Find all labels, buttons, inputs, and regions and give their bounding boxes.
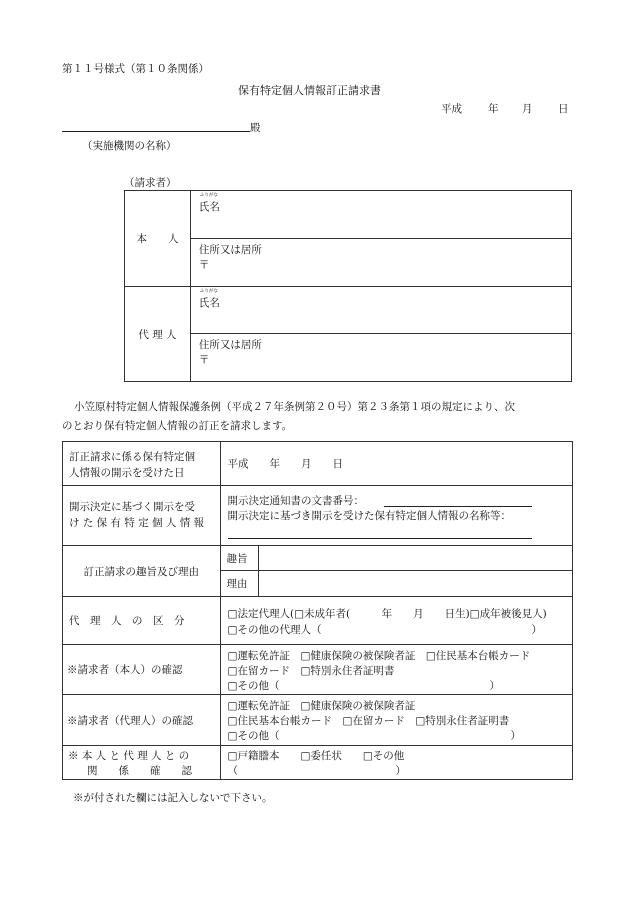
principal-check-line-1[interactable]: □運転免許証 □健康保険の被保険者証 □住民基本台帳カード	[227, 650, 531, 662]
intro-line-2: のとおり保有特定個人情報の訂正を請求します。	[62, 420, 293, 432]
disclosed-info-value[interactable]	[220, 486, 572, 546]
relation-check-label: ※ 本 人 と 代 理 人 と の 関 係 確 認	[63, 746, 221, 780]
agent-check-label: ※請求者（代理人）の確認	[63, 695, 221, 746]
footnote: ※が付された欄には記入しないで下さい。	[73, 792, 273, 804]
agent-name-cell[interactable]	[190, 287, 571, 334]
agent-type-options[interactable]	[220, 597, 572, 645]
principal-name-cell[interactable]	[190, 191, 571, 239]
page-title: 保有特定個人情報訂正請求書	[238, 84, 381, 97]
requester-table	[124, 190, 572, 382]
doc-number-line[interactable]	[384, 506, 532, 507]
aim-label: 趣旨	[220, 546, 258, 571]
disclosure-date-label: 訂正請求に係る保有特定個 人情報の開示を受けた日	[63, 442, 221, 486]
principal-check-line-3[interactable]: □その他（ ）	[227, 680, 500, 692]
addressee-suffix: 殿	[250, 122, 261, 134]
date-year: 年	[488, 103, 499, 115]
agent-type-line-1[interactable]: □法定代理人(□未成年者( 年 月 日生)□成年被後見人)	[227, 608, 547, 620]
agent-check-line-2[interactable]: □住民基本台帳カード □在留カード □特別永住者証明書	[227, 715, 510, 727]
requester-heading: （請求者）	[124, 177, 177, 189]
form-number: 第１１号様式（第１０条関係）	[62, 63, 209, 75]
purpose-label: 訂正請求の趣旨及び理由	[63, 546, 221, 597]
doc-number-label: 開示決定通知書の文書番号：	[227, 495, 365, 507]
addressee-line[interactable]	[62, 131, 250, 132]
principal-address-label: 住所又は居所	[198, 244, 262, 256]
request-table	[62, 441, 573, 780]
agent-type-label: 代 理 人 の 区 分	[63, 597, 221, 645]
reason-label: 理由	[220, 571, 258, 597]
info-name-label: 開示決定に基づき開示を受けた保有特定個人情報の名称等：	[227, 510, 512, 522]
agent-postal-mark: 〒	[198, 354, 210, 366]
principal-label: 本 人	[125, 191, 191, 287]
principal-check-options[interactable]	[220, 645, 572, 695]
relation-check-options[interactable]: □戸籍謄本 □委任状 □その他（ ）	[220, 746, 572, 780]
disclosed-info-label: 開示決定に基づく開示を受 け た 保 有 特 定 個 人 情 報	[63, 486, 221, 546]
addressee-caption: （実施機関の名称）	[82, 140, 177, 152]
principal-check-label: ※請求者（本人）の確認	[63, 645, 221, 695]
date-era: 平成	[441, 103, 462, 115]
aim-field[interactable]	[258, 546, 573, 571]
reason-field[interactable]	[258, 571, 573, 597]
agent-type-line-2[interactable]: □その他の代理人（ ）	[227, 624, 542, 636]
agent-furigana: ふりがな	[199, 289, 218, 294]
date-day: 日	[558, 103, 569, 115]
principal-name-label: 氏名	[198, 201, 220, 213]
principal-postal-mark: 〒	[198, 259, 210, 271]
agent-address-label: 住所又は居所	[198, 339, 262, 351]
agent-check-options[interactable]	[220, 695, 572, 746]
agent-check-line-1[interactable]: □運転免許証 □健康保険の被保険者証	[227, 700, 416, 712]
agent-name-label: 氏名	[198, 297, 220, 309]
principal-furigana: ふりがな	[199, 193, 218, 198]
disclosure-date-value[interactable]: 平成 年 月 日	[220, 442, 572, 486]
agent-address-cell[interactable]	[190, 334, 571, 382]
principal-address-cell[interactable]	[190, 239, 571, 287]
intro-line-1: 小笠原村特定個人情報保護条例（平成２７年条例第２０号）第２３条第１項の規定により、次	[74, 401, 515, 413]
info-name-line[interactable]	[228, 538, 532, 539]
agent-label: 代 理 人	[125, 287, 191, 382]
principal-check-line-2[interactable]: □在留カード □特別永住者証明書	[227, 665, 395, 677]
date-month: 月	[522, 103, 533, 115]
agent-check-line-3[interactable]: □その他（ ）	[227, 730, 521, 742]
